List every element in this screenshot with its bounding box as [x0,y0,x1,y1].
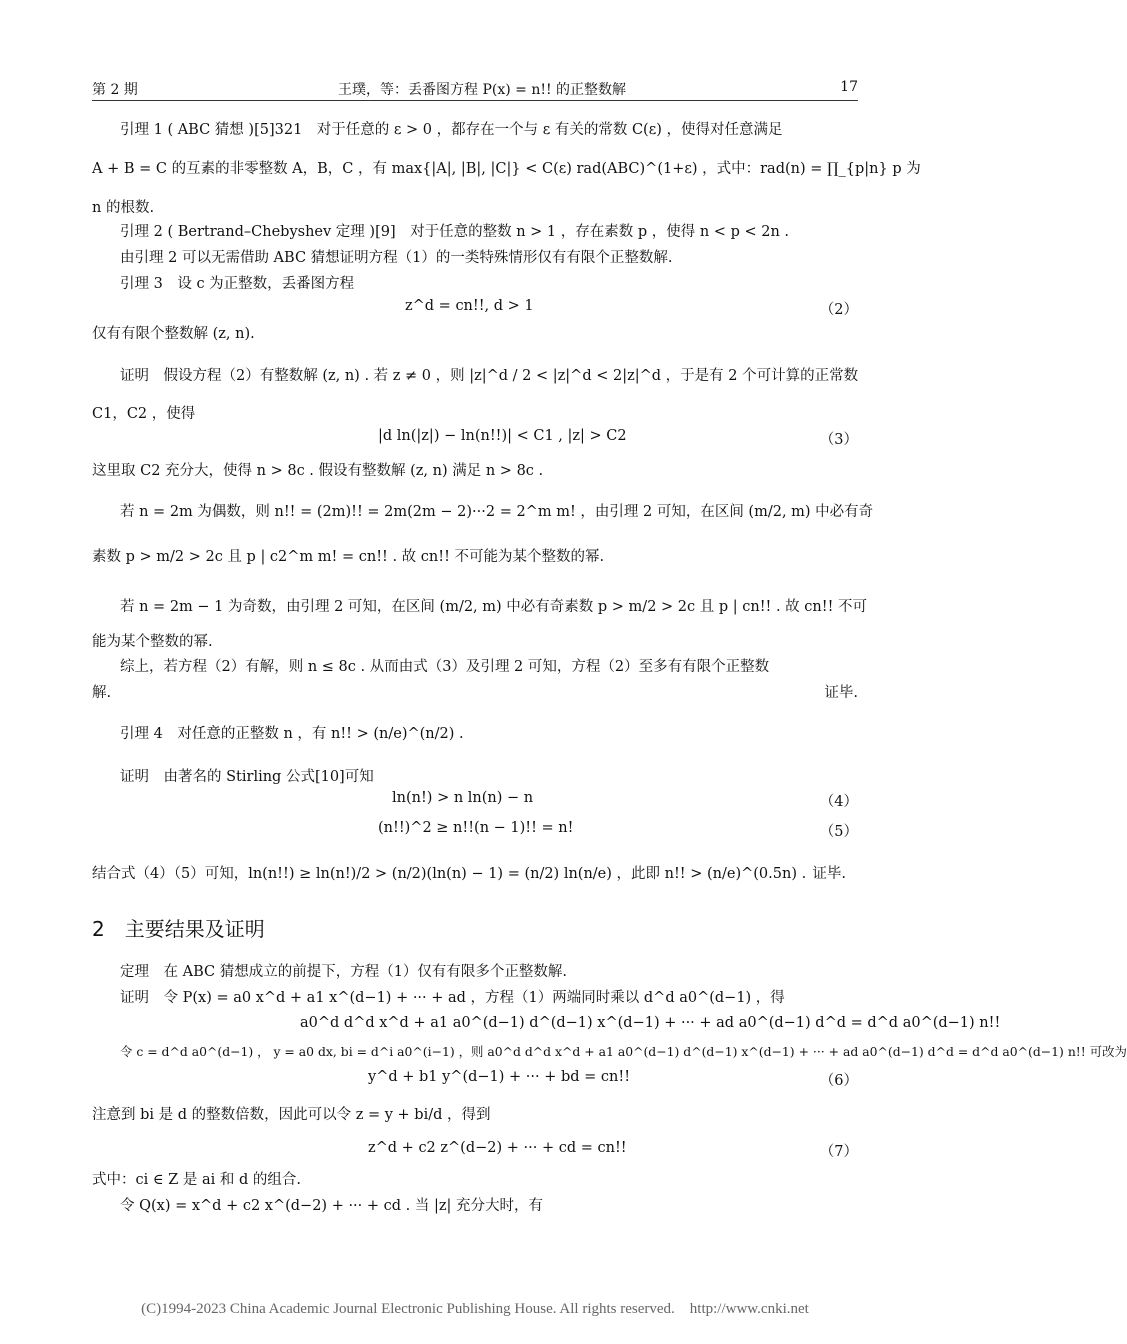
eq-number-5: （5） [819,824,858,840]
lemma4-statement: 引理 4 对任意的正整数 n ，有 n!! > (n/e)^(n/2) . [120,726,464,742]
eq-number-4: （4） [819,794,858,810]
lemma2-statement: 引理 2 ( Bertrand–Chebyshev 定理 )[9] 对于任意的整数 n > 1 ，存在素数 p ，使得 n < p < 2n . [120,224,790,240]
theorem-statement: 定理 在 ABC 猜想成立的前提下，方程（1）仅有有限多个正整数解. [120,964,568,980]
proof3-summary-cont: 解. [92,685,112,701]
equation-3: |d ln(|z|) − ln(n!!)| < C1 , |z| > C2 [378,428,627,444]
lemma3-statement: 引理 3 设 c 为正整数，丢番图方程 [120,276,355,292]
theorem-substitution: 令 c = d^d a0^(d−1) ， y = a0 dx, bi = d^i a0^(i−1) ，则 a0^d d^d x^d + a1 a0^(d−1) d^(d−1) x^(d−1) + ··· + ad a0^(d−1) d^d = d^d a0^(d−1) n!! 可改为 [120,1044,1127,1059]
equation-5: (n!!)^2 ≥ n!!(n − 1)!! = n! [378,820,574,836]
theorem-where: 式中：ci ∈ Z 是 ai 和 d 的组合. [92,1172,302,1188]
eq-number-3: （3） [819,432,858,448]
lemma1-line1: 引理 1 ( ABC 猜想 )[5]321 对于任意的 ε > 0 ，都存在一个与 ε 有关的常数 C(ε) ，使得对任意满足 [120,122,783,138]
lemma2-remark: 由引理 2 可以无需借助 ABC 猜想证明方程（1）的一类特殊情形仅有有限个正整数解. [120,250,673,266]
issue-label: 第 2 期 [92,82,138,98]
proof3-line2: C1，C2 ，使得 [92,406,196,422]
proof3-even-case: 若 n = 2m 为偶数，则 n!! = (2m)!! = 2m(2m − 2)···2 = 2^m m! ，由引理 2 可知，在区间 (m/2, m) 中必有奇 [120,504,874,520]
theorem-equation-expanded: a0^d d^d x^d + a1 a0^(d−1) d^(d−1) x^(d−1) + ··· + ad a0^(d−1) d^d = d^d a0^(d−1) n!! [300,1015,1001,1031]
lemma1-line2: A + B = C 的互素的非零整数 A，B，C ，有 max{|A|, |B|, |C|} < C(ε) rad(ABC)^(1+ε) ，式中：rad(n) = ∏_{p|n} p 为 [92,161,921,177]
theorem-Q-def: 令 Q(x) = x^d + c2 x^(d−2) + ··· + cd . 当 |z| 充分大时，有 [120,1198,544,1214]
equation-2: z^d = cn!!, d > 1 [405,298,534,314]
qed-2: 证毕. [812,866,846,882]
proof3-even-case-cont: 素数 p > m/2 > 2c 且 p | c2^m m! = cn!! . 故 cn!! 不可能为某个整数的幂. [92,549,605,565]
equation-4: ln(n!) > n ln(n) − n [392,790,534,806]
section-heading-2: 2 主要结果及证明 [92,917,265,941]
running-title: 王璞，等：丢番图方程 P(x) = n!! 的正整数解 [338,82,627,98]
theorem-note: 注意到 bi 是 d 的整数倍数，因此可以令 z = y + bi/d ，得到 [92,1107,491,1123]
proof3-summary: 综上，若方程（2）有解，则 n ≤ 8c . 从而由式（3）及引理 2 可知，方程（2）至多有有限个正整数 [120,659,770,675]
proof3-odd-case: 若 n = 2m − 1 为奇数，由引理 2 可知，在区间 (m/2, m) 中必有奇素数 p > m/2 > 2c 且 p | cn!! . 故 cn!! 不可 [120,599,868,615]
lemma3-conclusion: 仅有有限个整数解 (z, n). [92,326,255,342]
eq-number-7: （7） [819,1144,858,1160]
equation-7: z^d + c2 z^(d−2) + ··· + cd = cn!! [368,1140,627,1156]
proof3-line3: 这里取 C2 充分大，使得 n > 8c . 假设有整数解 (z, n) 满足 n > 8c . [92,463,544,479]
copyright-footer: (C)1994-2023 China Academic Journal Electronic Publishing House. All rights reserved. http://www.cnki.net [141,1301,809,1317]
eq-number-6: （6） [819,1073,858,1089]
proof3-line1: 证明 假设方程（2）有整数解 (z, n) . 若 z ≠ 0 ，则 |z|^d / 2 < |z|^d < 2|z|^d ，于是有 2 个可计算的正常数 [120,368,859,384]
proof4-line1: 证明 由著名的 Stirling 公式[10]可知 [120,769,374,785]
theorem-proof-line1: 证明 令 P(x) = a0 x^d + a1 x^(d−1) + ··· + ad ，方程（1）两端同时乘以 d^d a0^(d−1) ，得 [120,990,785,1006]
header-rule [92,100,858,101]
equation-6: y^d + b1 y^(d−1) + ··· + bd = cn!! [368,1069,631,1085]
proof3-odd-case-cont: 能为某个整数的幂. [92,634,213,650]
qed-1: 证毕. [824,685,858,701]
eq-number-2: （2） [819,302,858,318]
page-number: 17 [840,79,858,95]
proof4-conclusion: 结合式（4）（5）可知，ln(n!!) ≥ ln(n!)/2 > (n/2)(ln(n) − 1) = (n/2) ln(n/e) ，此即 n!! > (n/e)^(0.5n) . [92,866,807,882]
lemma1-line3: n 的根数. [92,200,155,216]
